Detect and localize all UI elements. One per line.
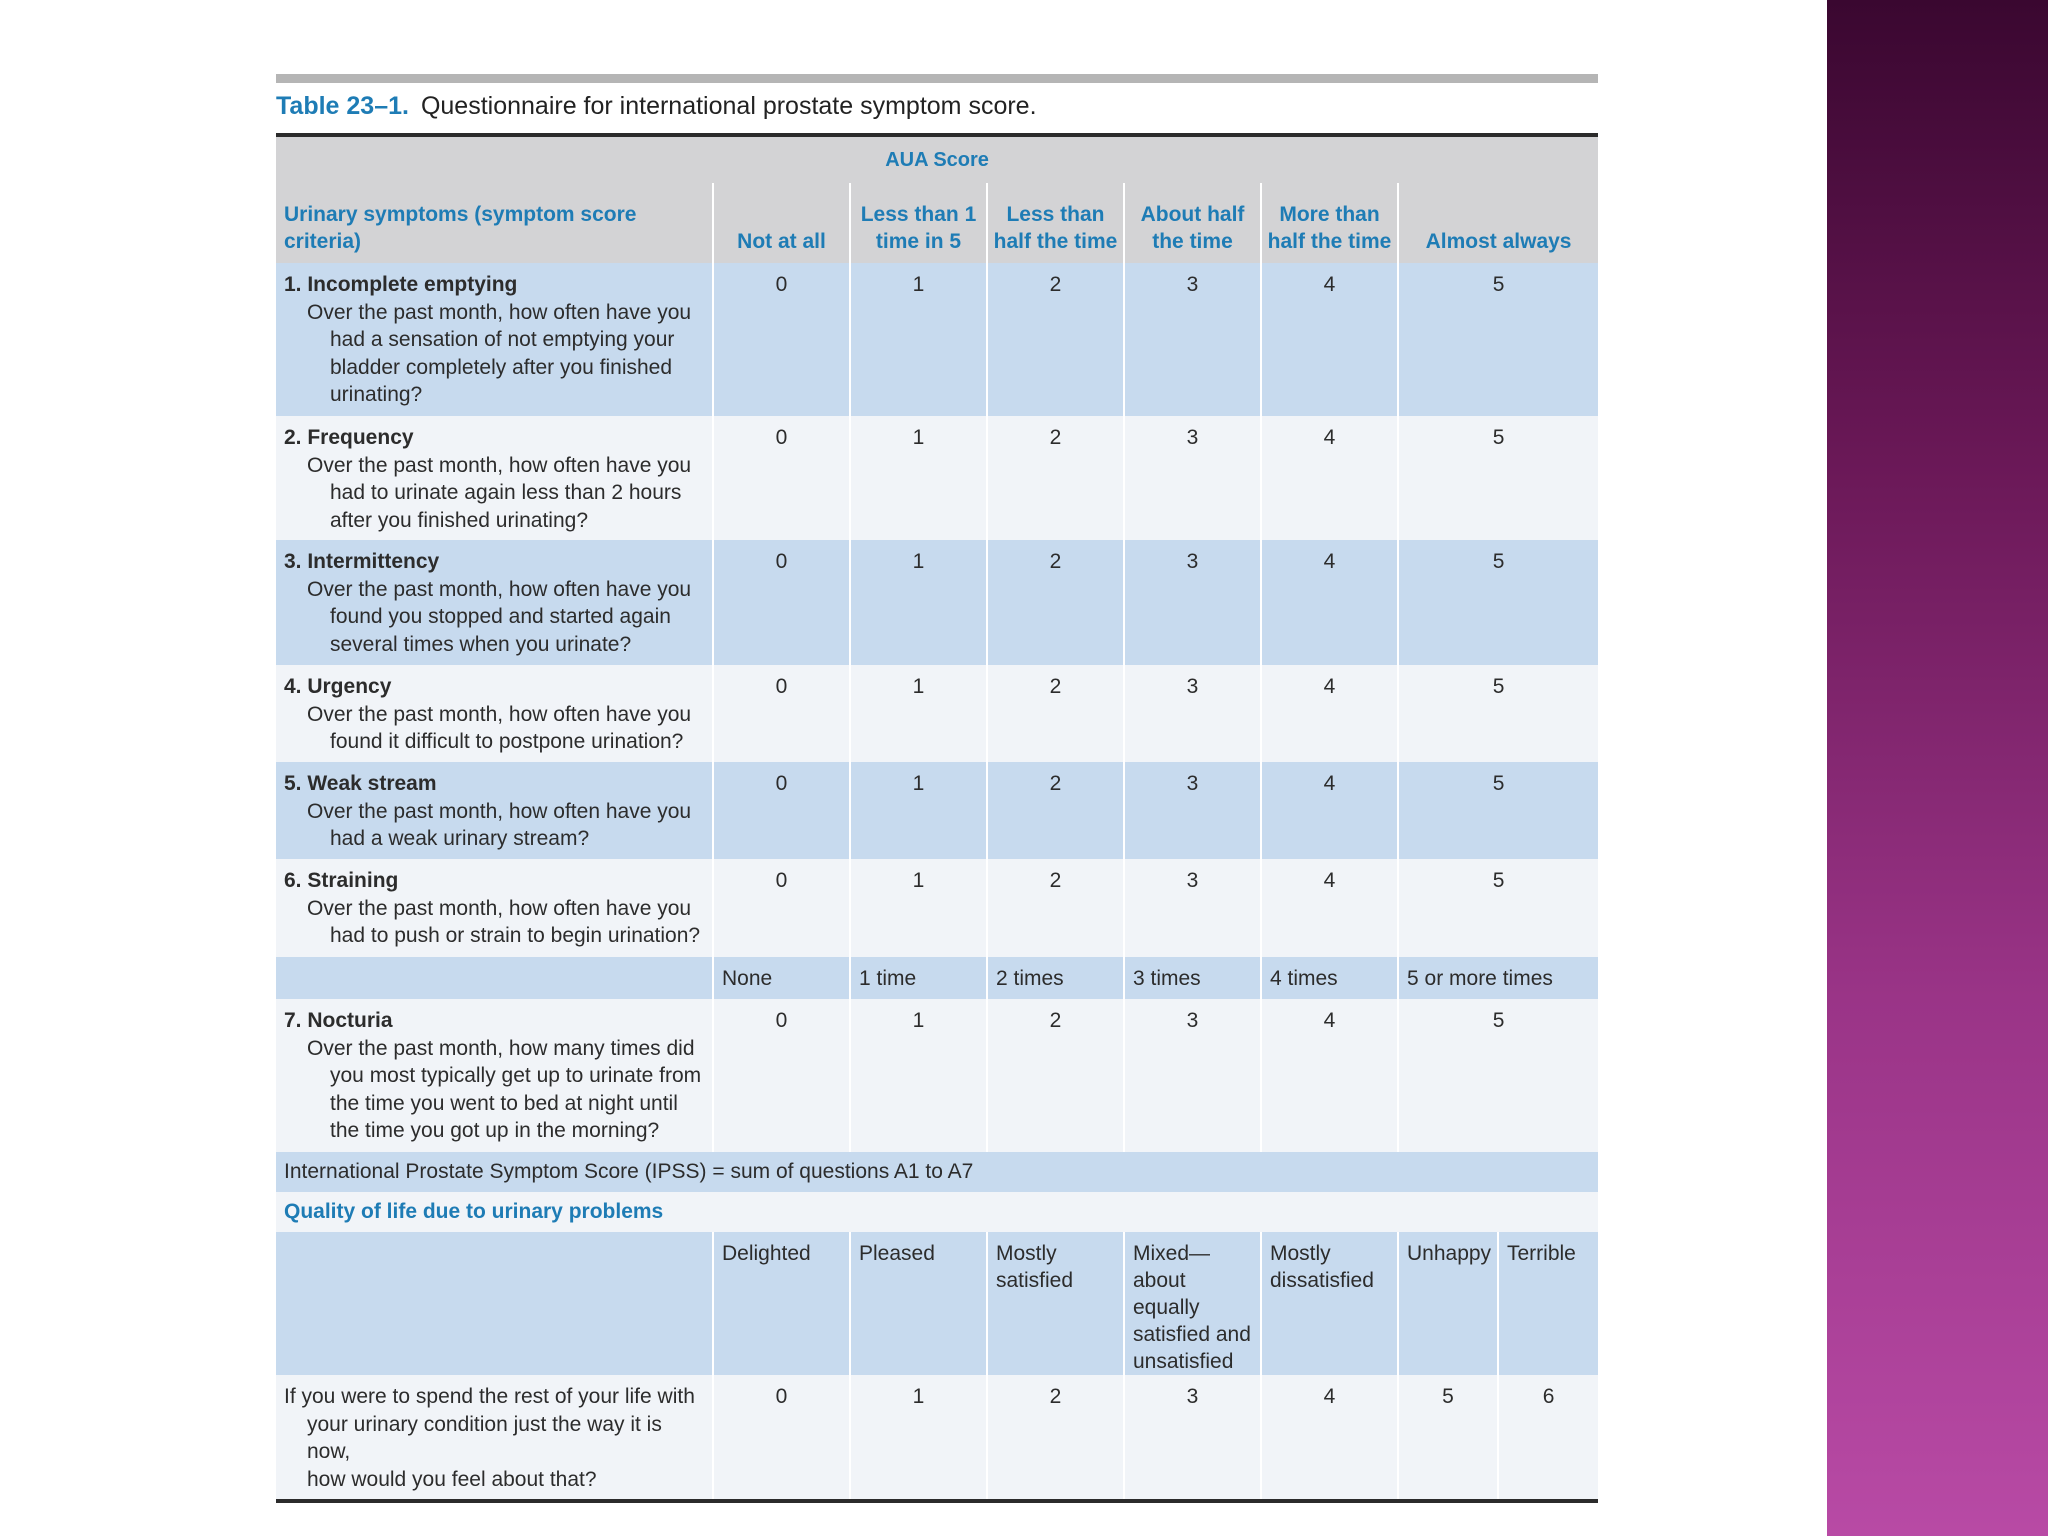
symptom-question-line: Over the past month, how often have you	[307, 453, 692, 477]
empty-label-cell	[276, 957, 713, 999]
symptom-question-line: Over the past month, how often have you	[307, 896, 692, 920]
score-cell: 3	[1124, 1375, 1261, 1501]
symptom-question-line: Over the past month, how many times did	[307, 1036, 695, 1060]
header-line: About half	[1140, 203, 1245, 226]
qol-title: Quality of life due to urinary problems	[284, 1200, 664, 1223]
score-cell: 4	[1261, 665, 1398, 762]
qol-question-line: your urinary condition just the way it is now,	[307, 1412, 662, 1463]
qol-label-line: Mixed—about	[1133, 1242, 1211, 1292]
qol-label-line: unsatisfied	[1133, 1350, 1234, 1373]
symptom-question-line: Over the past month, how often have you	[307, 702, 692, 726]
qol-label-mostly-satisfied	[987, 1232, 1124, 1375]
symptom-question-line: had to urinate again less than 2 hours	[330, 481, 682, 504]
score-cell: 5	[1492, 869, 1505, 892]
symptom-question-line: bladder completely after you finished	[330, 355, 673, 379]
symptom-question-line: had to push or strain to begin urination?	[330, 924, 701, 947]
symptom-title: 1. Incomplete emptying	[284, 273, 518, 296]
score-cell: 5	[1492, 426, 1505, 449]
symptom-question-line: the time you got up in the morning?	[330, 1119, 660, 1142]
qol-question-row	[276, 1375, 1598, 1501]
nocturia-label: 4 times	[1261, 957, 1398, 999]
qol-label-line: Mostly	[1270, 1242, 1331, 1265]
header-line: More than	[1279, 203, 1380, 226]
qol-label-delighted: Delighted	[713, 1232, 850, 1375]
symptom-question-line: had a weak urinary stream?	[330, 827, 590, 850]
symptom-question-line: after you finished urinating?	[330, 508, 588, 532]
header-line: Less than 1	[860, 203, 977, 226]
score-cell: 1	[850, 999, 987, 1152]
symptom-row-weak-stream	[276, 762, 1598, 859]
score-cell: 1	[850, 416, 987, 540]
score-cell: 4	[1261, 416, 1398, 540]
score-cell: 5	[1492, 550, 1505, 573]
score-cell: 0	[713, 416, 850, 540]
aua-score-header: AUA Score	[276, 135, 1598, 183]
symptom-row-incomplete-emptying	[276, 263, 1598, 416]
ipss-sum-row	[276, 1152, 1598, 1192]
score-cell: 1	[850, 263, 987, 416]
qol-label-line: Mostly	[996, 1242, 1057, 1265]
header-symptom: Urinary symptoms (symptom score criteria)	[276, 183, 713, 263]
score-cell: 2	[987, 999, 1124, 1152]
score-cell: 2	[987, 540, 1124, 665]
symptom-cell	[276, 263, 713, 416]
score-cell: 1	[850, 762, 987, 859]
qol-label-line: satisfied and	[1133, 1323, 1251, 1346]
symptom-row-nocturia	[276, 999, 1598, 1152]
symptom-cell	[276, 762, 713, 859]
score-cell: 0	[713, 540, 850, 665]
score-cell: 0	[713, 859, 850, 957]
symptom-question-line: found you stopped and started again	[330, 605, 671, 628]
ipss-table	[276, 133, 1598, 1503]
symptom-row-straining	[276, 859, 1598, 957]
score-cell: 5	[1398, 1375, 1498, 1501]
symptom-title: 3. Intermittency	[284, 550, 440, 573]
score-cell: 2	[987, 1375, 1124, 1501]
top-rule	[276, 74, 1598, 83]
score-cell: 3	[1124, 999, 1261, 1152]
header-about-half	[1124, 183, 1261, 263]
nocturia-label: None	[713, 957, 850, 999]
qol-title-row	[276, 1192, 1598, 1232]
header-line: Less than	[1006, 203, 1105, 226]
score-cell: 3	[1124, 665, 1261, 762]
table-caption	[276, 92, 1598, 121]
header-less-than-1-in-5	[850, 183, 987, 263]
score-cell: 0	[713, 999, 850, 1152]
score-cell: 3	[1124, 416, 1261, 540]
score-cell: 1	[850, 1375, 987, 1501]
qol-label-mostly-dissatisfied	[1261, 1232, 1398, 1375]
score-cell: 3	[1124, 762, 1261, 859]
empty-label-cell	[276, 1232, 713, 1375]
score-cell: 0	[713, 762, 850, 859]
score-cell: 0	[713, 263, 850, 416]
score-cell: 3	[1124, 263, 1261, 416]
symptom-cell	[276, 540, 713, 665]
symptom-cell	[276, 665, 713, 762]
score-cell: 4	[1261, 999, 1398, 1152]
score-cell: 2	[987, 859, 1124, 957]
nocturia-labels-row	[276, 957, 1598, 999]
symptom-cell	[276, 416, 713, 540]
header-not-at-all: Not at all	[713, 183, 850, 263]
score-cell: 2	[987, 762, 1124, 859]
score-cell: 2	[987, 416, 1124, 540]
header-line: half the time	[1267, 230, 1392, 253]
score-cell: 6	[1498, 1375, 1598, 1501]
score-cell: 5	[1492, 273, 1505, 296]
score-cell: 0	[713, 1375, 850, 1501]
score-cell: 1	[850, 859, 987, 957]
symptom-row-intermittency	[276, 540, 1598, 665]
qol-question-line: If you were to spend the rest of your life with	[284, 1385, 695, 1408]
symptom-cell	[276, 859, 713, 957]
symptom-title: 7. Nocturia	[284, 1009, 393, 1032]
symptom-cell	[276, 999, 713, 1152]
score-cell: 5	[1492, 772, 1505, 795]
nocturia-label: 3 times	[1124, 957, 1261, 999]
symptom-question-line: found it difficult to postpone urination?	[330, 730, 684, 753]
nocturia-label: 5 or more times	[1407, 967, 1553, 990]
header-more-than-half	[1261, 183, 1398, 263]
symptom-question-line: you most typically get up to urinate from	[330, 1064, 702, 1087]
score-cell: 3	[1124, 540, 1261, 665]
symptom-question-line: the time you went to bed at night until	[330, 1091, 678, 1115]
score-cell: 1	[850, 665, 987, 762]
symptom-question-line: had a sensation of not emptying your	[330, 328, 675, 351]
qol-label-pleased: Pleased	[850, 1232, 987, 1375]
qol-labels-row	[276, 1232, 1598, 1375]
score-cell: 1	[850, 540, 987, 665]
symptom-row-urgency	[276, 665, 1598, 762]
header-line: the time	[1152, 230, 1233, 253]
qol-question-line: how would you feel about that?	[307, 1467, 597, 1491]
caption-title: Questionnaire for international prostate symptom score.	[420, 92, 1037, 120]
symptom-title: 2. Frequency	[284, 426, 414, 449]
score-cell: 2	[987, 665, 1124, 762]
nocturia-label: 1 time	[850, 957, 987, 999]
symptom-title: 6. Straining	[284, 869, 399, 892]
score-cell: 4	[1261, 263, 1398, 416]
symptom-title: 4. Urgency	[284, 675, 392, 698]
decorative-side-band	[1827, 0, 2048, 1536]
score-cell: 4	[1261, 540, 1398, 665]
qol-label-line: dissatisfied	[1270, 1269, 1374, 1292]
ipss-table-wrapper	[276, 133, 1598, 1503]
score-cell: 4	[1261, 1375, 1398, 1501]
score-cell: 3	[1124, 859, 1261, 957]
score-cell: 4	[1261, 859, 1398, 957]
qol-label-line: equally	[1133, 1296, 1200, 1319]
qol-label-mixed	[1124, 1232, 1261, 1375]
nocturia-label: 2 times	[987, 957, 1124, 999]
ipss-sum-text: International Prostate Symptom Score (IPSS) = sum of questions A1 to A7	[284, 1160, 974, 1183]
score-cell: 5	[1492, 675, 1505, 698]
symptom-title: 5. Weak stream	[284, 772, 437, 795]
symptom-row-frequency	[276, 416, 1598, 540]
qol-label-line: satisfied	[996, 1269, 1074, 1292]
column-header-row	[276, 183, 1598, 263]
score-cell: 4	[1261, 762, 1398, 859]
qol-label-terrible: Terrible	[1507, 1242, 1576, 1265]
qol-question-cell	[276, 1375, 713, 1501]
symptom-question-line: Over the past month, how often have you	[307, 577, 692, 601]
header-line: time in 5	[875, 230, 962, 253]
symptom-question-line: Over the past month, how often have you	[307, 799, 692, 823]
score-cell: 2	[987, 263, 1124, 416]
symptom-question-line: urinating?	[330, 383, 423, 406]
symptom-question-line: several times when you urinate?	[330, 632, 632, 656]
aua-score-row	[276, 135, 1598, 183]
header-line: half the time	[993, 230, 1118, 253]
qol-label-unhappy: Unhappy	[1398, 1232, 1498, 1375]
symptom-question-line: Over the past month, how often have you	[307, 300, 692, 324]
score-cell: 0	[713, 665, 850, 762]
header-less-than-half	[987, 183, 1124, 263]
header-almost-always: Almost always	[1425, 230, 1572, 253]
score-cell: 5	[1492, 1009, 1505, 1032]
caption-label: Table 23–1.	[276, 92, 409, 120]
